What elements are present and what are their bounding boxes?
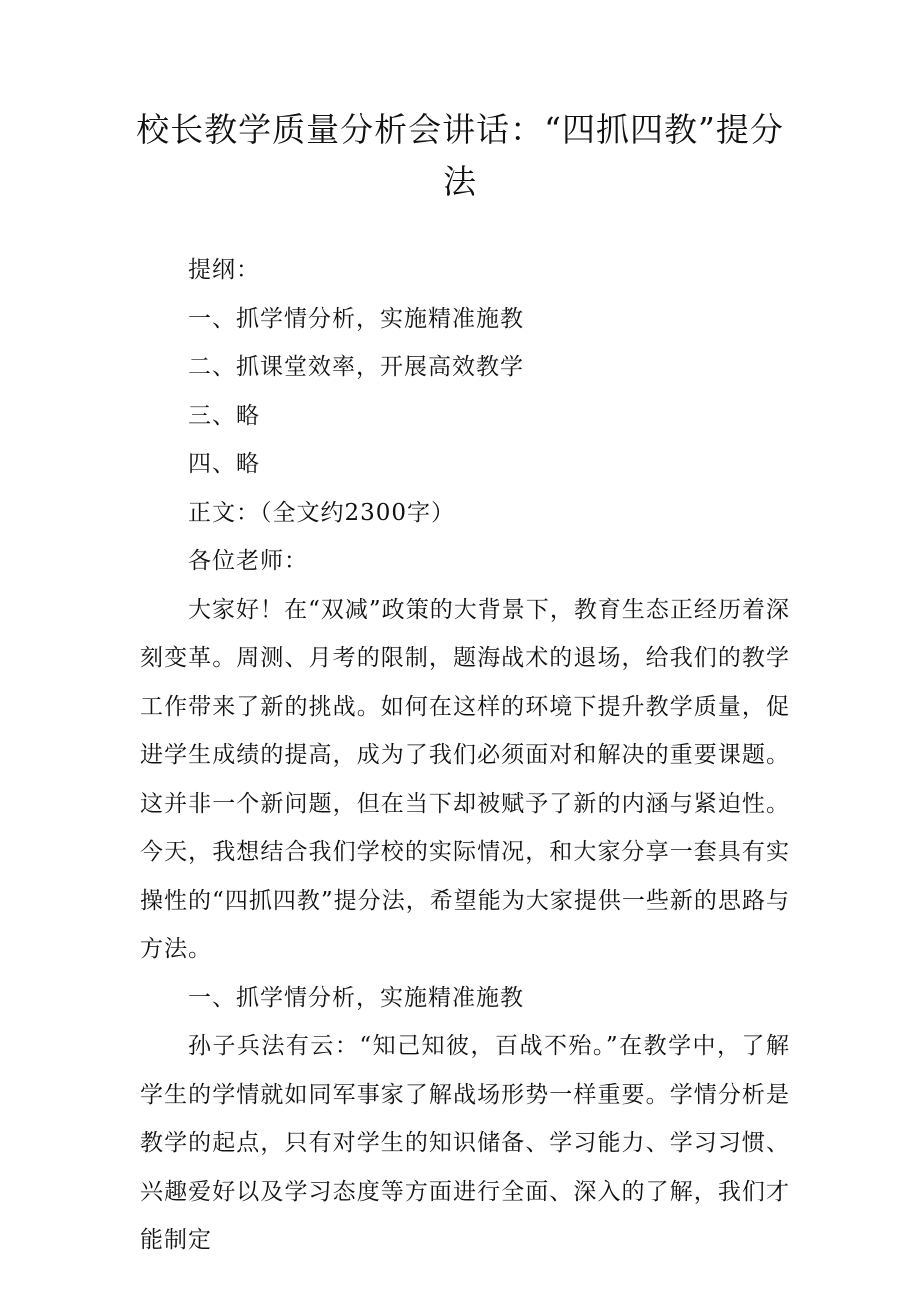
outline-item-4: 四、略 xyxy=(188,451,260,477)
outline-label: 提纲： xyxy=(188,257,260,283)
section-heading-1: 一、抓学情分析，实施精准施教 xyxy=(188,984,524,1011)
outline-item-1: 一、抓学情分析，实施精准施教 xyxy=(188,305,524,332)
salutation: 各位老师： xyxy=(188,548,308,574)
main-text-label: 正文：（全文约2300字） xyxy=(188,499,456,526)
paragraph-intro: 大家好！在“双减”政策的大背景下，教育生态正经历着深刻变革。周测、月考的限制，题海战术的退场，给我们的教学工作带来了新的挑战。如何在这样的环境下提升教学质量，促进学生成绩的提高，成为了我们必须面对和解决的重要课题。这并非一个新问题，但在当下却被赋予了新的内涵与紧迫性。今天，我想结合我们学校的实际情况，和大家分享一套具有实操性的“四抓四教”提分法，希望能为大家提供一些新的思路与方法。 xyxy=(140,596,790,962)
document-body xyxy=(140,246,790,1265)
outline-item-2: 二、抓课堂效率，开展高效教学 xyxy=(188,354,524,380)
document-title: 校长教学质量分析会讲话：“四抓四教”提分法 xyxy=(136,110,784,201)
outline-item-3: 三、略 xyxy=(188,402,260,429)
paragraph-section-1: 孙子兵法有云：“知己知彼，百战不殆。”在教学中，了解学生的学情就如同军事家了解战场形势一样重要。学情分析是教学的起点，只有对学生的知识储备、学习能力、学习习惯、兴趣爱好以及学习态度等方面进行全面、深入的了解，我们才能制定 xyxy=(140,1033,790,1253)
